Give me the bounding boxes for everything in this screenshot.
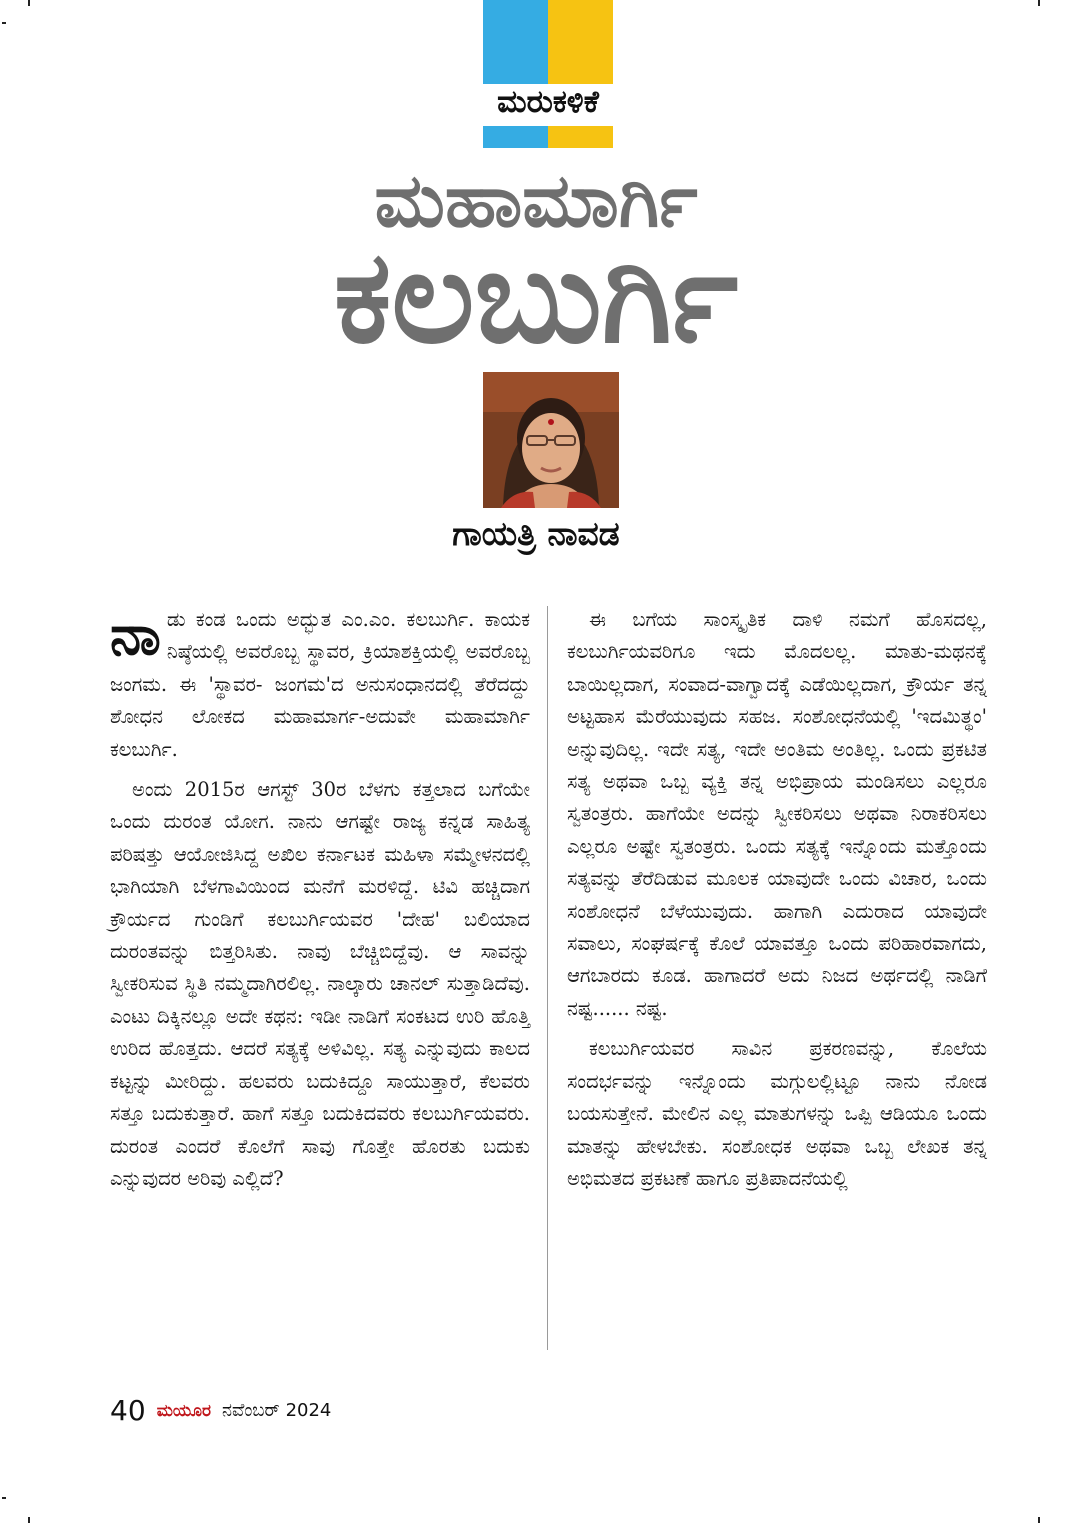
article-paragraph: ಅಂದು 2015ರ ಆಗಸ್ಟ್ 30ರ ಬೆಳಗು ಕತ್ತಲಾದ ಬಗೆಯೇ ಒಂದು ದುರಂತ ಯೋಗ. ನಾನು ಆಗಷ್ಟೇ ರಾಜ್ಯ ಕನ್ನಡ ಸಾಹಿತ್ಯ ಪರಿಷತ್ತು ಆಯೋಜಿಸಿದ್ದ ಅಖಿಲ ಕರ್ನಾಟಕ ಮಹಿಳಾ ಸಮ್ಮೇಳನದಲ್ಲಿ ಭಾಗಿಯಾಗಿ ಬೆಳಗಾವಿಯಿಂದ ಮನೆಗೆ ಮರಳಿದ್ದೆ. ಟಿವಿ ಹಚ್ಚಿದಾಗ ಕ್ರೌರ್ಯದ ಗುಂಡಿಗೆ ಕಲಬುರ್ಗಿಯವರ 'ದೇಹ' ಬಲಿಯಾದ ದುರಂತವನ್ನು ಬಿತ್ತರಿಸಿತು. ನಾವು ಬೆಚ್ಚಿಬಿದ್ದೆವು. ಆ ಸಾವನ್ನು ಸ್ವೀಕರಿಸುವ ಸ್ಥಿತಿ ನಮ್ಮದಾಗಿರಲಿಲ್ಲ. ನಾಲ್ಕಾರು ಚಾನಲ್ ಸುತ್ತಾಡಿದೆವು. ಎಂಟು ದಿಕ್ಕಿನಲ್ಲೂ ಅದೇ ಕಥನ: ಇಡೀ ನಾಡಿಗೆ ಸಂಕಟದ ಉರಿ ಹೊತ್ತಿ ಉರಿದ ಹೊತ್ತದು. ಆದರೆ ಸತ್ಯಕ್ಕೆ ಅಳಿವಿಲ್ಲ. ಸತ್ಯ ಎನ್ನುವುದು ಕಾಲದ ಕಟ್ಟನ್ನು ಮೀರಿದ್ದು. ಹಲವರು ಬದುಕಿದ್ದೂ ಸಾಯುತ್ತಾರೆ, ಕೆಲವರು ಸತ್ತೂ ಬದುಕುತ್ತಾರೆ. ಹಾಗೆ ಸತ್ತೂ ಬದುಕಿದವರು ಕಲಬುರ್ಗಿಯವರು. ದುರಂತ ಎಂದರೆ ಕೊಲೆಗೆ ಸಾವು ಗೊತ್ತೇ ಹೊರತು ಬದುಕು ಎನ್ನುವುದರ ಅರಿವು ಎಲ್ಲಿದೆ? — [110, 778, 530, 1190]
paragraph-text: ಡು ಕಂಡ ಒಂದು ಅದ್ಭುತ ಎಂ.ಎಂ. ಕಲಬುರ್ಗಿ. ಕಾಯಕ ನಿಷ್ಠೆಯಲ್ಲಿ ಅವರೊಬ್ಬ ಸ್ಥಾವರ, ಕ್ರಿಯಾಶಕ್ತಿಯಲ್ಲಿ ಅವರೊಬ್ಬ ಜಂಗಮ. ಈ 'ಸ್ಥಾವರ- ಜಂಗಮ'ದ ಅನುಸಂಧಾನದಲ್ಲಿ ತೆರೆದದ್ದು ಶೋಧನ ಲೋಕದ ಮಹಾಮಾರ್ಗ-ಅದುವೇ ಮಹಾಮಾರ್ಗಿ ಕಲಬುರ್ಗಿ. — [110, 608, 530, 761]
article-paragraph: ಈ ಬಗೆಯ ಸಾಂಸ್ಕೃತಿಕ ದಾಳಿ ನಮಗೆ ಹೊಸದಲ್ಲ, ಕಲಬುರ್ಗಿಯವರಿಗೂ ಇದು ಮೊದಲಲ್ಲ. ಮಾತು-ಮಥನಕ್ಕೆ ಬಾಯಿಲ್ಲದಾಗ, ಸಂವಾದ-ವಾಗ್ವಾದಕ್ಕೆ ಎಡೆಯಿಲ್ಲದಾಗ, ಕ್ರೌರ್ಯ ತನ್ನ ಅಟ್ಟಹಾಸ ಮೆರೆಯುವುದು ಸಹಜ. ಸಂಶೋಧನೆಯಲ್ಲಿ 'ಇದಮಿತ್ಥಂ' ಅನ್ನುವುದಿಲ್ಲ. ಇದೇ ಸತ್ಯ, ಇದೇ ಅಂತಿಮ ಅಂತಿಲ್ಲ. ಒಂದು ಪ್ರಕಟಿತ ಸತ್ಯ ಅಥವಾ ಒಬ್ಬ ವ್ಯಕ್ತಿ ತನ್ನ ಅಭಿಪ್ರಾಯ ಮಂಡಿಸಲು ಎಲ್ಲರೂ ಸ್ವತಂತ್ರರು. ಹಾಗೆಯೇ ಅದನ್ನು ಸ್ವೀಕರಿಸಲು ಅಥವಾ ನಿರಾಕರಿಸಲು ಎಲ್ಲರೂ ಅಷ್ಟೇ ಸ್ವತಂತ್ರರು. ಒಂದು ಸತ್ಯಕ್ಕೆ ಇನ್ನೊಂದು ಮತ್ತೊಂದು ಸತ್ಯವನ್ನು ತೆರೆದಿಡುವ ಮೂಲಕ ಯಾವುದೇ ಒಂದು ವಿಚಾರ, ಒಂದು ಸಂಶೋಧನೆ ಬೆಳೆಯುವುದು. ಹಾಗಾಗಿ ಎದುರಾದ ಯಾವುದೇ ಸವಾಲು, ಸಂಘರ್ಷಕ್ಕೆ ಕೊಲೆ ಯಾವತ್ತೂ ಒಂದು ಪರಿಹಾರವಾಗದು, ಆಗಬಾರದು ಕೂಡ. ಹಾಗಾದರೆ ಅದು ನಿಜದ ಅರ್ಥದಲ್ಲಿ ನಾಡಿಗೆ ನಷ್ಟ...... ನಷ್ಟ. — [567, 608, 987, 1020]
author-portrait-icon — [483, 372, 619, 508]
crop-mark-top-left — [2, 22, 6, 24]
article-paragraph — [110, 604, 530, 766]
headline-line-2: ಕಲಬುರ್ಗಿ — [333, 223, 739, 372]
section-logo-text: ಮರುಕಳಿಕೆ — [497, 84, 599, 120]
logo-blue-block — [483, 0, 548, 84]
article-column-right — [567, 604, 987, 1195]
logo-yellow-block — [548, 0, 613, 84]
crop-mark-bottom-left — [2, 1497, 6, 1499]
crop-mark-top-mid — [28, 0, 30, 6]
section-logo — [483, 0, 613, 148]
column-divider — [547, 606, 548, 1350]
page-number: 40 — [110, 1394, 146, 1427]
logo-blue-bar — [483, 126, 548, 148]
crop-mark-top-right — [1038, 0, 1040, 6]
author-photo — [483, 372, 619, 508]
magazine-brand: ಮಯೂರ — [156, 1400, 211, 1421]
issue-date: ನವೆಂಬರ್ 2024 — [222, 1400, 332, 1421]
author-name: ಗಾಯತ್ರಿ ನಾವಡ — [452, 514, 620, 553]
headline-line-1: ಮಹಾಮಾರ್ಗಿ — [374, 158, 698, 244]
article-column-left — [110, 604, 530, 1195]
logo-yellow-bar — [548, 126, 613, 148]
page-footer — [110, 1394, 331, 1430]
crop-mark-bottom-mid — [28, 1517, 30, 1523]
drop-cap: ನಾ — [110, 603, 161, 668]
article-paragraph: ಕಲಬುರ್ಗಿಯವರ ಸಾವಿನ ಪ್ರಕರಣವನ್ನು, ಕೊಲೆಯ ಸಂದರ್ಭವನ್ನು ಇನ್ನೊಂದು ಮಗ್ಗುಲಲ್ಲಿಟ್ಟೂ ನಾನು ನೋಡ ಬಯಸುತ್ತೇನೆ. ಮೇಲಿನ ಎಲ್ಲ ಮಾತುಗಳನ್ನು ಒಪ್ಪಿ ಆಡಿಯೂ ಒಂದು ಮಾತನ್ನು ಹೇಳಬೇಕು. ಸಂಶೋಧಕ ಅಥವಾ ಒಬ್ಬ ಲೇಖಕ ತನ್ನ ಅಭಿಮತದ ಪ್ರಕಟಣೆ ಹಾಗೂ ಪ್ರತಿಪಾದನೆಯಲ್ಲಿ — [567, 1037, 987, 1190]
crop-mark-bottom-right — [1038, 1517, 1040, 1523]
